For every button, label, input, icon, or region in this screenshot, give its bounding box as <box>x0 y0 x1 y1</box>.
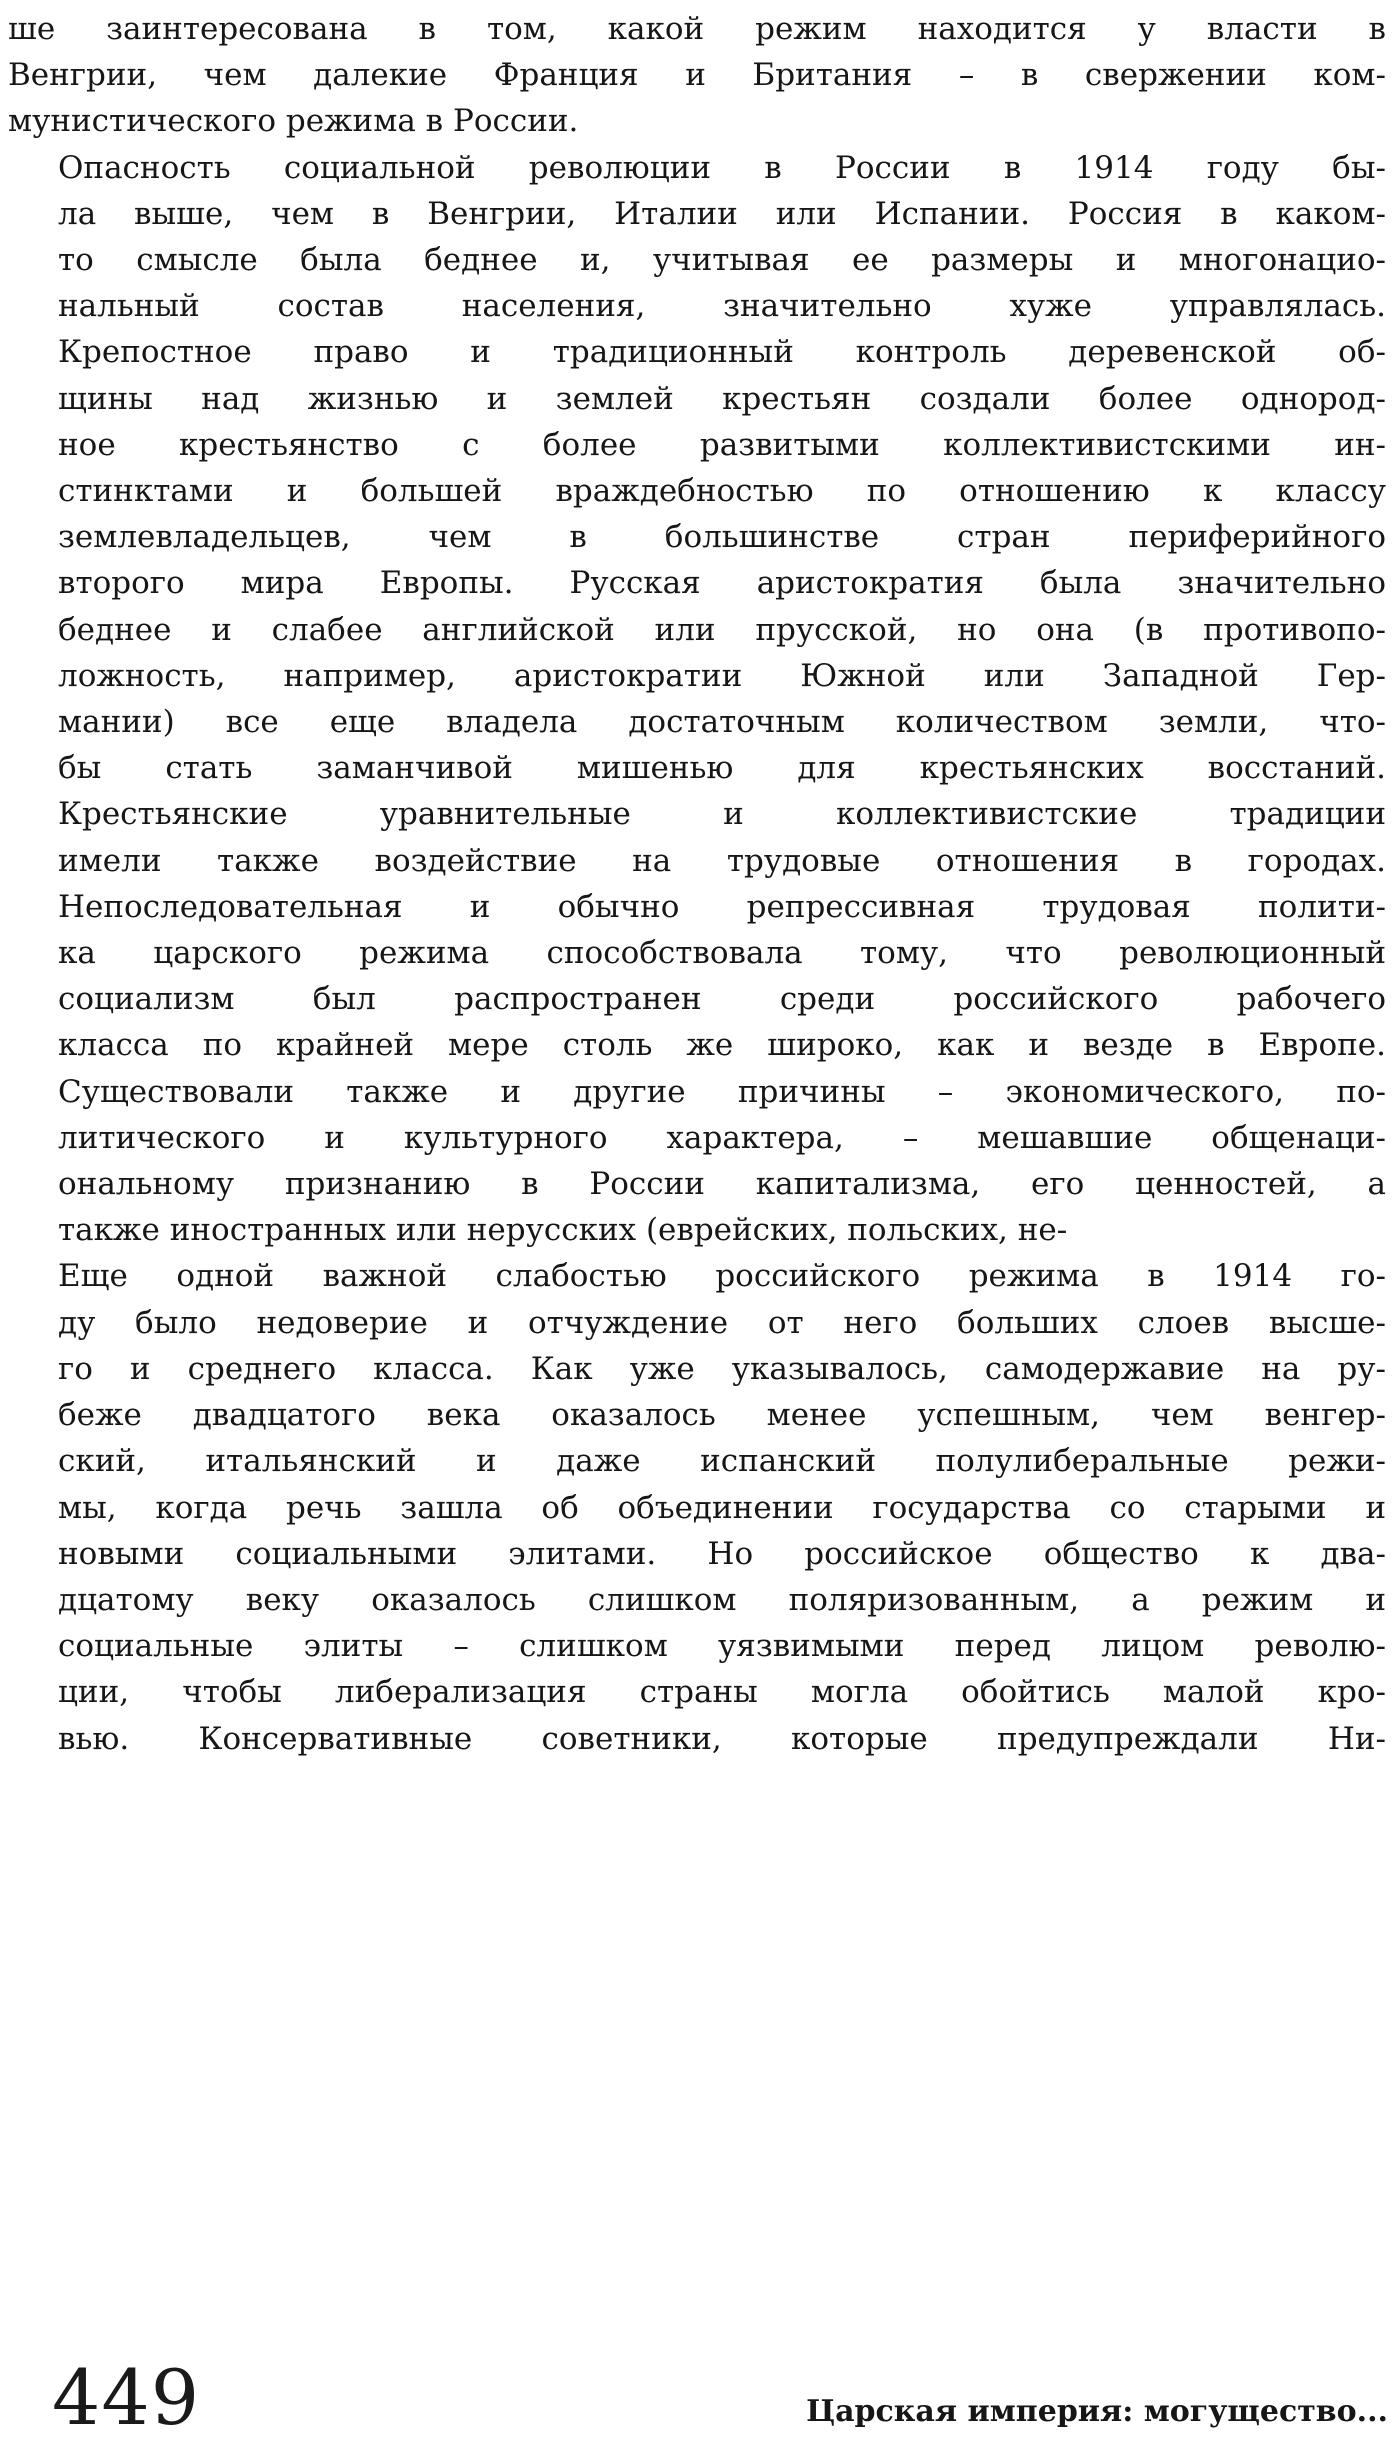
text-line: социализм был распространен среди российского рабочего <box>58 981 1386 1018</box>
text-line: мунистического режима в России. <box>8 103 579 140</box>
text-line: нальный состав населения, значительно хуже управлялась. <box>58 288 1386 325</box>
text-line: вью. Консервативные советники, которые предупреждали Ни- <box>58 1720 1386 1757</box>
paragraph-1 <box>8 6 1386 145</box>
text-line: щины над жизнью и землей крестьян создали более однород- <box>58 380 1386 417</box>
text-line: класса по крайней мере столь же широко, как и везде в Европе. <box>58 1027 1386 1064</box>
text-line: ка царского режима способствовала тому, что революционный <box>58 935 1386 972</box>
text-line: землевладельцев, чем в большинстве стран периферийного <box>58 519 1386 556</box>
text-line: мании) все еще владела достаточным количеством земли, что- <box>58 704 1386 741</box>
text-line: ции, чтобы либерализация страны могла обойтись малой кро- <box>58 1674 1386 1711</box>
text-line: ше заинтересована в том, какой режим находится у власти в <box>8 11 1386 47</box>
text-line: ональному признанию в России капитализма, его ценностей, а <box>58 1166 1386 1203</box>
text-line: Существовали также и другие причины – экономического, по- <box>58 1073 1386 1110</box>
text-line: Опасность социальной революции в России в 1914 году бы- <box>58 149 1386 186</box>
text-line: беже двадцатого века оказалось менее успешным, чем венгер- <box>58 1397 1386 1434</box>
text-line: дцатому веку оказалось слишком поляризованным, а режим и <box>58 1581 1386 1618</box>
paragraph-2 <box>8 145 1386 1254</box>
text-line: Венгрии, чем далекие Франция и Британия – в свержении ком- <box>8 57 1386 94</box>
text-line: Крепостное право и традиционный контроль деревенской об- <box>58 334 1386 371</box>
text-line: беднее и слабее английской или прусской, но она (в противопо- <box>58 611 1386 648</box>
text-line: стинктами и большей враждебностью по отношению к классу <box>58 473 1386 510</box>
text-line: Крестьянские уравнительные и коллективистские традиции <box>58 796 1386 833</box>
text-line: го и среднего класса. Как уже указывалось, самодержавие на ру- <box>58 1350 1386 1387</box>
text-line: Непоследовательная и обычно репрессивная трудовая полити- <box>58 888 1386 925</box>
text-line: имели также воздействие на трудовые отношения в городах. <box>58 842 1386 879</box>
text-line: ла выше, чем в Венгрии, Италии или Испании. Россия в каком- <box>58 195 1386 232</box>
page-body <box>8 6 1386 1762</box>
text-line: ное крестьянство с более развитыми коллективистскими ин- <box>58 426 1386 463</box>
paragraph-3 <box>8 1253 1386 1761</box>
text-line: то смысле была беднее и, учитывая ее размеры и многонацио- <box>58 242 1386 279</box>
text-line: ложность, например, аристократии Южной или Западной Гер- <box>58 657 1386 694</box>
running-head: Царская империя: могущество... <box>806 2394 1388 2429</box>
text-line: ду было недоверие и отчуждение от него больших слоев высше- <box>58 1304 1386 1341</box>
text-line: второго мира Европы. Русская аристократия была значительно <box>58 565 1386 602</box>
text-line: мы, когда речь зашла об объединении государства со старыми и <box>58 1489 1386 1526</box>
page-number: 449 <box>52 2353 201 2442</box>
text-line: литического и культурного характера, – мешавшие общенаци- <box>58 1119 1386 1156</box>
text-line: также иностранных или нерусских (еврейских, польских, не- <box>58 1212 1068 1249</box>
text-line: Еще одной важной слабостью российского режима в 1914 го- <box>58 1258 1386 1295</box>
text-line: ский, итальянский и даже испанский полулиберальные режи- <box>58 1443 1386 1480</box>
text-line: социальные элиты – слишком уязвимыми перед лицом револю- <box>58 1628 1386 1665</box>
text-line: новыми социальными элитами. Но российское общество к два- <box>58 1535 1386 1572</box>
page-footer <box>0 2350 1398 2450</box>
text-line: бы стать заманчивой мишенью для крестьянских восстаний. <box>58 750 1386 787</box>
